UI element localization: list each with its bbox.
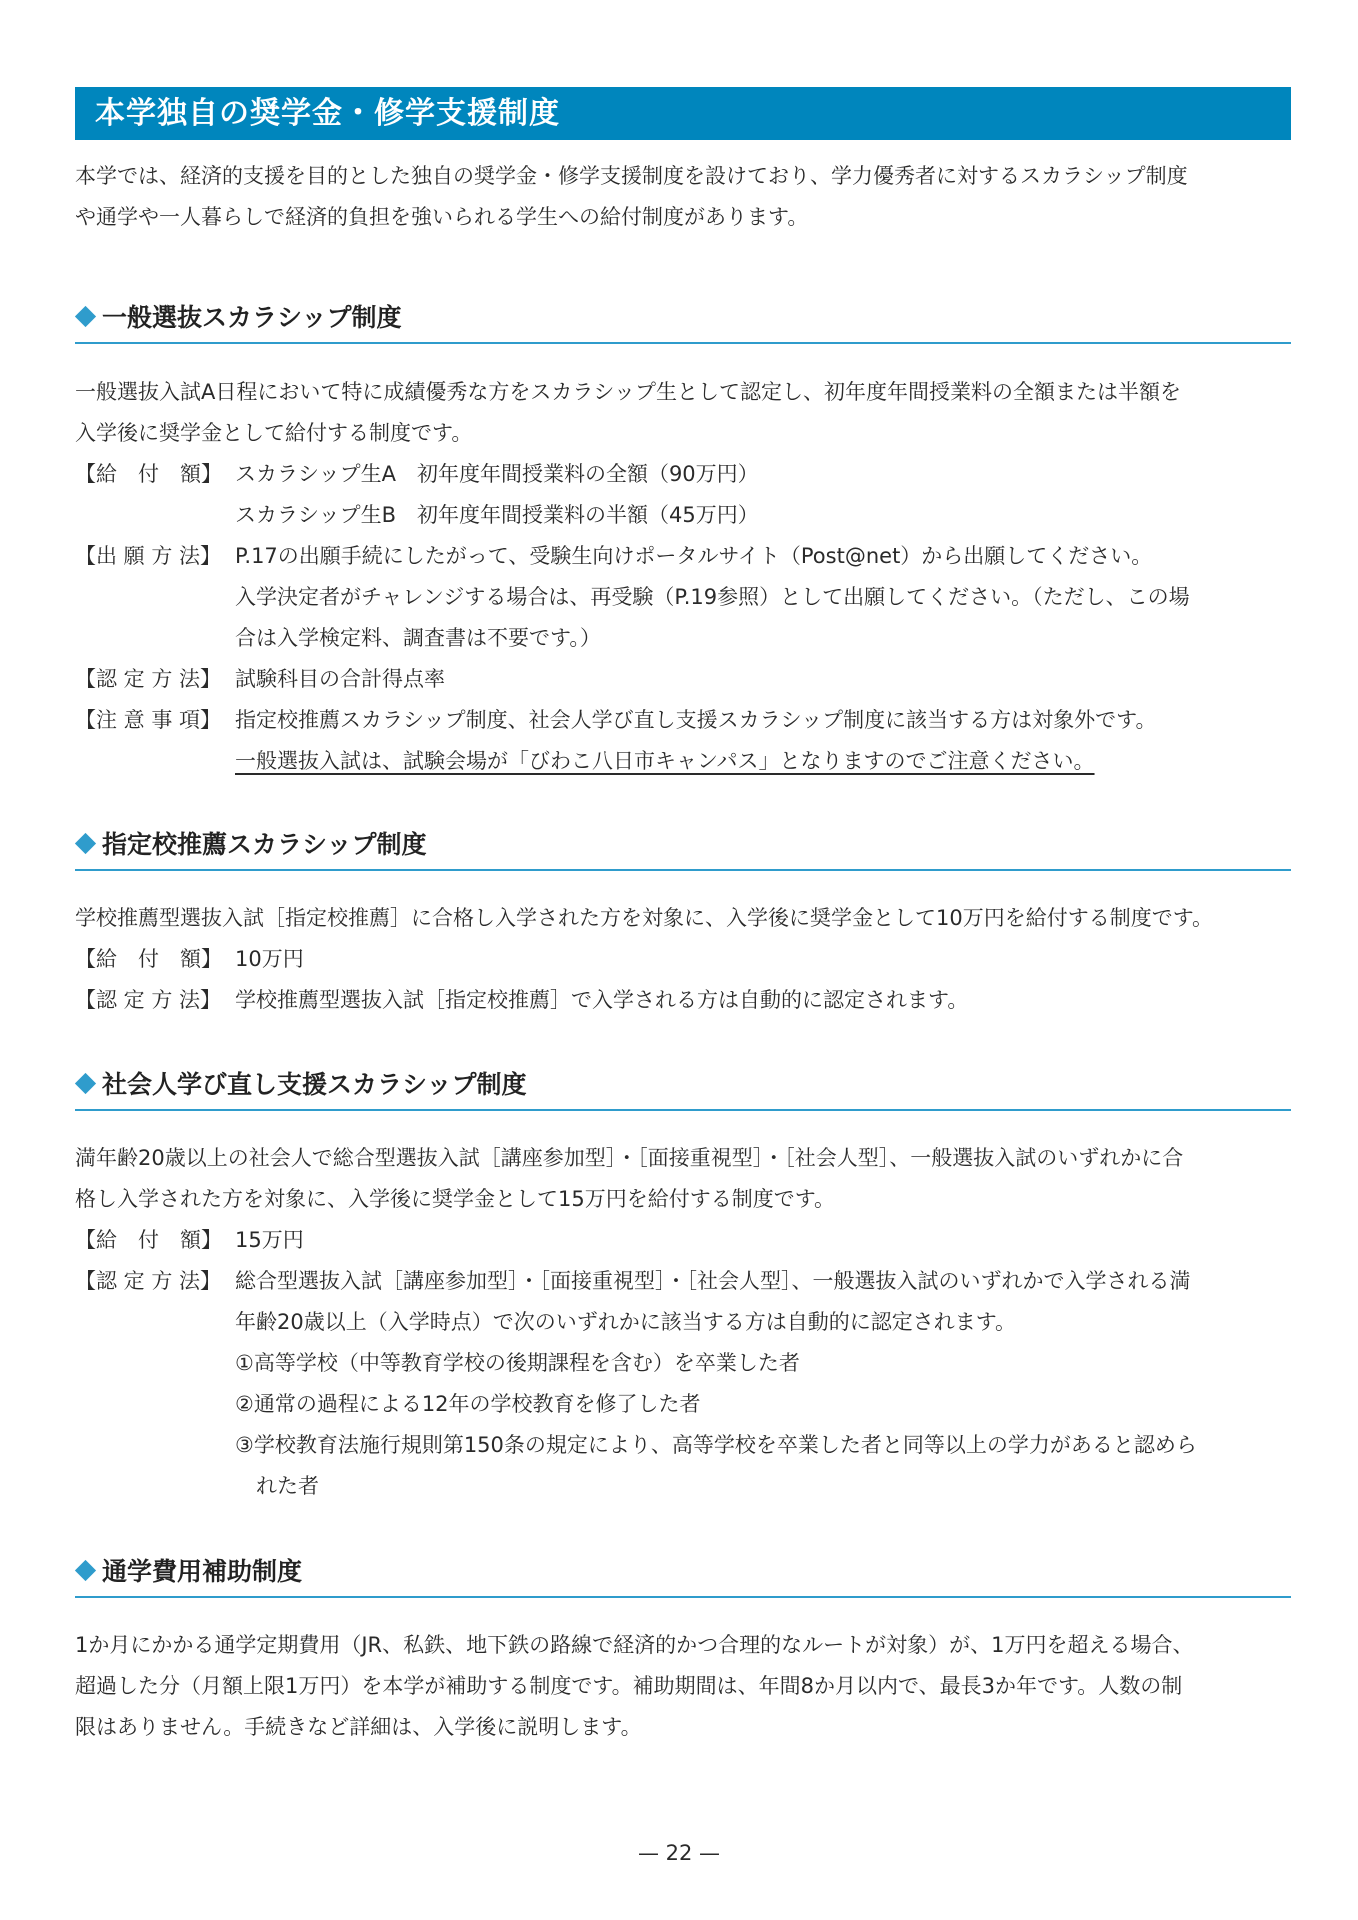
diamond-bullet-icon xyxy=(75,306,96,327)
diamond-bullet-icon xyxy=(75,833,96,854)
page-title: 本学独自の奨学金・修学支援制度 xyxy=(75,87,1291,140)
item-row-application-cont xyxy=(75,577,1291,618)
item-row-application xyxy=(75,536,1291,577)
item-value: ①高等学校（中等教育学校の後期課程を含む）を卒業した者 xyxy=(235,1351,800,1375)
item-value: スカラシップ生A 初年度年間授業料の全額（90万円） xyxy=(235,462,759,486)
intro-line-2: や通学や一人暮らしで経済的負担を強いられる学生への給付制度があります。 xyxy=(75,205,809,229)
item-label: 【注 意 事 項】 xyxy=(75,708,222,732)
item-label: 【給 付 額】 xyxy=(75,1228,222,1252)
section-heading-text: 一般選抜スカラシップ制度 xyxy=(102,303,402,332)
item-value: ②通常の過程による12年の学校教育を修了した者 xyxy=(235,1392,701,1416)
section-heading-text: 社会人学び直し支援スカラシップ制度 xyxy=(102,1070,527,1099)
criteria-item-2 xyxy=(75,1384,1291,1425)
criteria-item-1 xyxy=(75,1343,1291,1384)
item-row-application-cont xyxy=(75,618,1291,659)
item-value: 総合型選抜入試［講座参加型］・［面接重視型］・［社会人型］、一般選抜入試のいずれかで入学される満 xyxy=(235,1269,1191,1293)
item-value: P.17の出願手続にしたがって、受験生向けポータルサイト（Post@net）から出願してください。 xyxy=(235,544,1153,568)
section-body-line: 格し入学された方を対象に、入学後に奨学金として15万円を給付する制度です。 xyxy=(75,1187,836,1211)
section-heading-text: 指定校推薦スカラシップ制度 xyxy=(102,830,427,859)
item-label: 【認 定 方 法】 xyxy=(75,667,222,691)
item-value: 指定校推薦スカラシップ制度、社会人学び直し支援スカラシップ制度に該当する方は対象外です。 xyxy=(235,708,1157,732)
section-heading-adult-relearning xyxy=(75,1069,1291,1111)
item-value: ③学校教育法施行規則第150条の規定により、高等学校を卒業した者と同等以上の学力があると認めら xyxy=(235,1433,1197,1457)
item-value: 15万円 xyxy=(235,1228,304,1252)
item-row-certification-cont xyxy=(75,1302,1291,1343)
section-body-line: 一般選抜入試A日程において特に成績優秀な方をスカラシップ生として認定し、初年度年間授業料の全額または半額を xyxy=(75,380,1181,404)
item-row-certification xyxy=(75,980,1291,1021)
section-heading-text: 通学費用補助制度 xyxy=(102,1557,303,1586)
item-label: 【給 付 額】 xyxy=(75,947,222,971)
venue-notice: 一般選抜入試は、試験会場が「びわこ八日市キャンパス」となりますのでご注意ください。 xyxy=(235,749,1095,773)
section-heading-commute-subsidy xyxy=(75,1556,1291,1598)
section-body-line: 入学後に奨学金として給付する制度です。 xyxy=(75,421,473,445)
item-label: 【認 定 方 法】 xyxy=(75,1269,222,1293)
item-value: 学校推薦型選抜入試［指定校推薦］で入学される方は自動的に認定されます。 xyxy=(235,988,969,1012)
diamond-bullet-icon xyxy=(75,1560,96,1581)
item-value: 10万円 xyxy=(235,947,304,971)
item-label: 【給 付 額】 xyxy=(75,462,222,486)
intro-line-1: 本学では、経済的支援を目的とした独自の奨学金・修学支援制度を設けており、学力優秀者に対するスカラシップ制度 xyxy=(75,164,1188,188)
item-row-certification xyxy=(75,1261,1291,1302)
item-value: 合は入学検定料、調査書は不要です。） xyxy=(235,626,601,650)
section-body-line: 学校推薦型選抜入試［指定校推薦］に合格し入学された方を対象に、入学後に奨学金として10万円を給付する制度です。 xyxy=(75,906,1214,930)
item-value: れた者 xyxy=(235,1474,319,1498)
item-row-amount xyxy=(75,454,1291,495)
item-row-amount xyxy=(75,1220,1291,1261)
item-row-notes xyxy=(75,700,1291,741)
item-value: 試験科目の合計得点率 xyxy=(235,667,445,691)
section-body-line: 満年齢20歳以上の社会人で総合型選抜入試［講座参加型］・［面接重視型］・［社会人型］、一般選抜入試のいずれかに合 xyxy=(75,1146,1184,1170)
item-value: スカラシップ生B 初年度年間授業料の半額（45万円） xyxy=(235,503,759,527)
section-heading-designated-school xyxy=(75,829,1291,871)
criteria-item-3-cont xyxy=(75,1466,1291,1507)
item-value: 入学決定者がチャレンジする場合は、再受験（P.19参照）として出願してください。（ただし、この場 xyxy=(235,585,1190,609)
diamond-bullet-icon xyxy=(75,1073,96,1094)
item-row-notes-cont xyxy=(75,741,1291,782)
item-row-amount-cont xyxy=(75,495,1291,536)
item-label: 【出 願 方 法】 xyxy=(75,544,222,568)
section-body-line: 超過した分（月額上限1万円）を本学が補助する制度です。補助期間は、年間8か月以内で、最長3か年です。人数の制 xyxy=(75,1674,1183,1698)
item-label: 【認 定 方 法】 xyxy=(75,988,222,1012)
section-body-line: 限はありません。手続きなど詳細は、入学後に説明します。 xyxy=(75,1715,642,1739)
item-value: 年齢20歳以上（入学時点）で次のいずれかに該当する方は自動的に認定されます。 xyxy=(235,1310,1017,1334)
section-heading-general-scholarship xyxy=(75,302,1291,344)
item-row-amount xyxy=(75,939,1291,980)
section-body-line: 1か月にかかる通学定期費用（JR、私鉄、地下鉄の路線で経済的かつ合理的なルートが対象）が、1万円を超える場合、 xyxy=(75,1633,1194,1657)
item-row-certification xyxy=(75,659,1291,700)
page-number: — 22 — xyxy=(637,1841,721,1865)
criteria-item-3 xyxy=(75,1425,1291,1466)
